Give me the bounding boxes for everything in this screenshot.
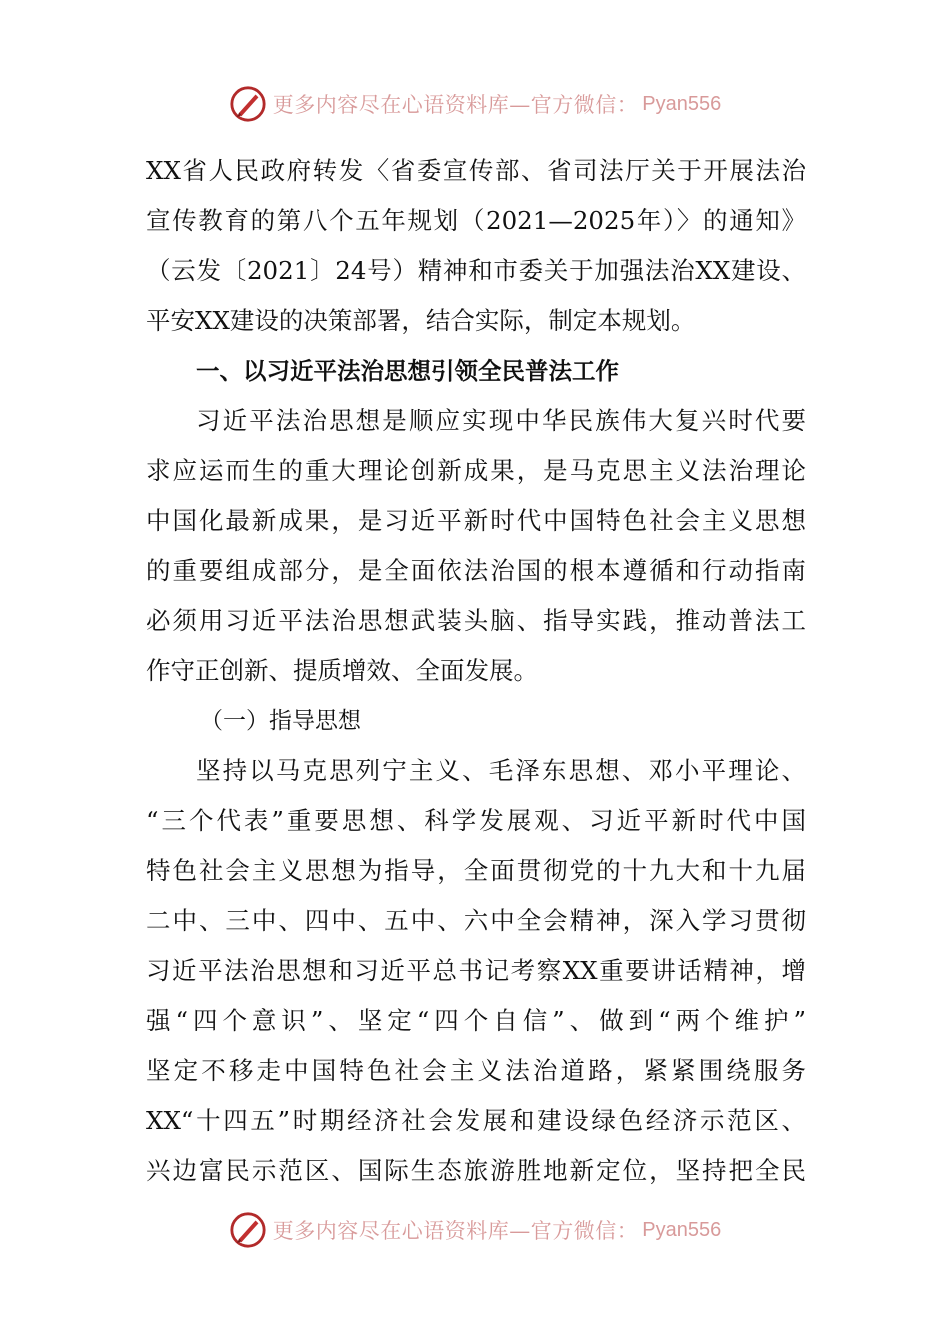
paragraph-line: “三个代表”重要思想、科学发展观、习近平新时代中国 [146, 806, 806, 835]
paragraph-line: XX“十四五”时期经济社会发展和建设绿色经济示范区、 [146, 1106, 806, 1135]
paragraph-line: 习近平法治思想是顺应实现中华民族伟大复兴时代要 [196, 406, 806, 435]
paragraph-line: 的重要组成部分，是全面依法治国的根本遵循和行动指南 [146, 556, 806, 585]
quill-logo-icon [229, 85, 267, 123]
quill-logo-icon [229, 1211, 267, 1249]
section-heading: 一、以习近平法治思想引领全民普法工作 [196, 357, 619, 385]
paragraph-line: 强“四个意识”、坚定“四个自信”、做到“两个维护” [146, 1006, 806, 1035]
intro-line: XX省人民政府转发〈省委宣传部、省司法厅关于开展法治 [146, 156, 806, 185]
footer-watermark [0, 1210, 950, 1250]
paragraph-line: 习近平法治思想和习近平总书记考察XX重要讲话精神，增 [146, 956, 806, 985]
intro-line: 宣传教育的第八个五年规划（2021—2025年）〉的通知》 [146, 206, 806, 235]
watermark-text: 更多内容尽在心语资料库—官方微信： [272, 1219, 639, 1243]
paragraph-line: 作守正创新、提质增效、全面发展。 [146, 656, 538, 685]
watermark-handle: Pyan556 [642, 92, 722, 115]
watermark-text: 更多内容尽在心语资料库—官方微信： [272, 93, 639, 117]
paragraph-line: 中国化最新成果，是习近平新时代中国特色社会主义思想 [146, 506, 806, 535]
paragraph-line: 求应运而生的重大理论创新成果，是马克思主义法治理论 [146, 456, 806, 485]
subsection-heading: （一）指导思想 [200, 708, 361, 734]
paragraph-line: 兴边富民示范区、国际生态旅游胜地新定位，坚持把全民 [146, 1156, 806, 1185]
paragraph-line: 特色社会主义思想为指导，全面贯彻党的十九大和十九届 [146, 856, 806, 885]
header-watermark [0, 84, 950, 124]
paragraph-line: 坚定不移走中国特色社会主义法治道路，紧紧围绕服务 [146, 1056, 806, 1085]
intro-line: 平安XX建设的决策部署，结合实际，制定本规划。 [146, 306, 696, 335]
paragraph-line: 坚持以马克思列宁主义、毛泽东思想、邓小平理论、 [196, 756, 806, 785]
document-body [146, 146, 806, 1196]
intro-line: （云发〔2021〕24号）精神和市委关于加强法治XX建设、 [146, 256, 806, 285]
paragraph-line: 必须用习近平法治思想武装头脑、指导实践，推动普法工 [146, 606, 806, 635]
watermark-handle: Pyan556 [642, 1218, 722, 1241]
paragraph-line: 二中、三中、四中、五中、六中全会精神，深入学习贯彻 [146, 906, 806, 935]
